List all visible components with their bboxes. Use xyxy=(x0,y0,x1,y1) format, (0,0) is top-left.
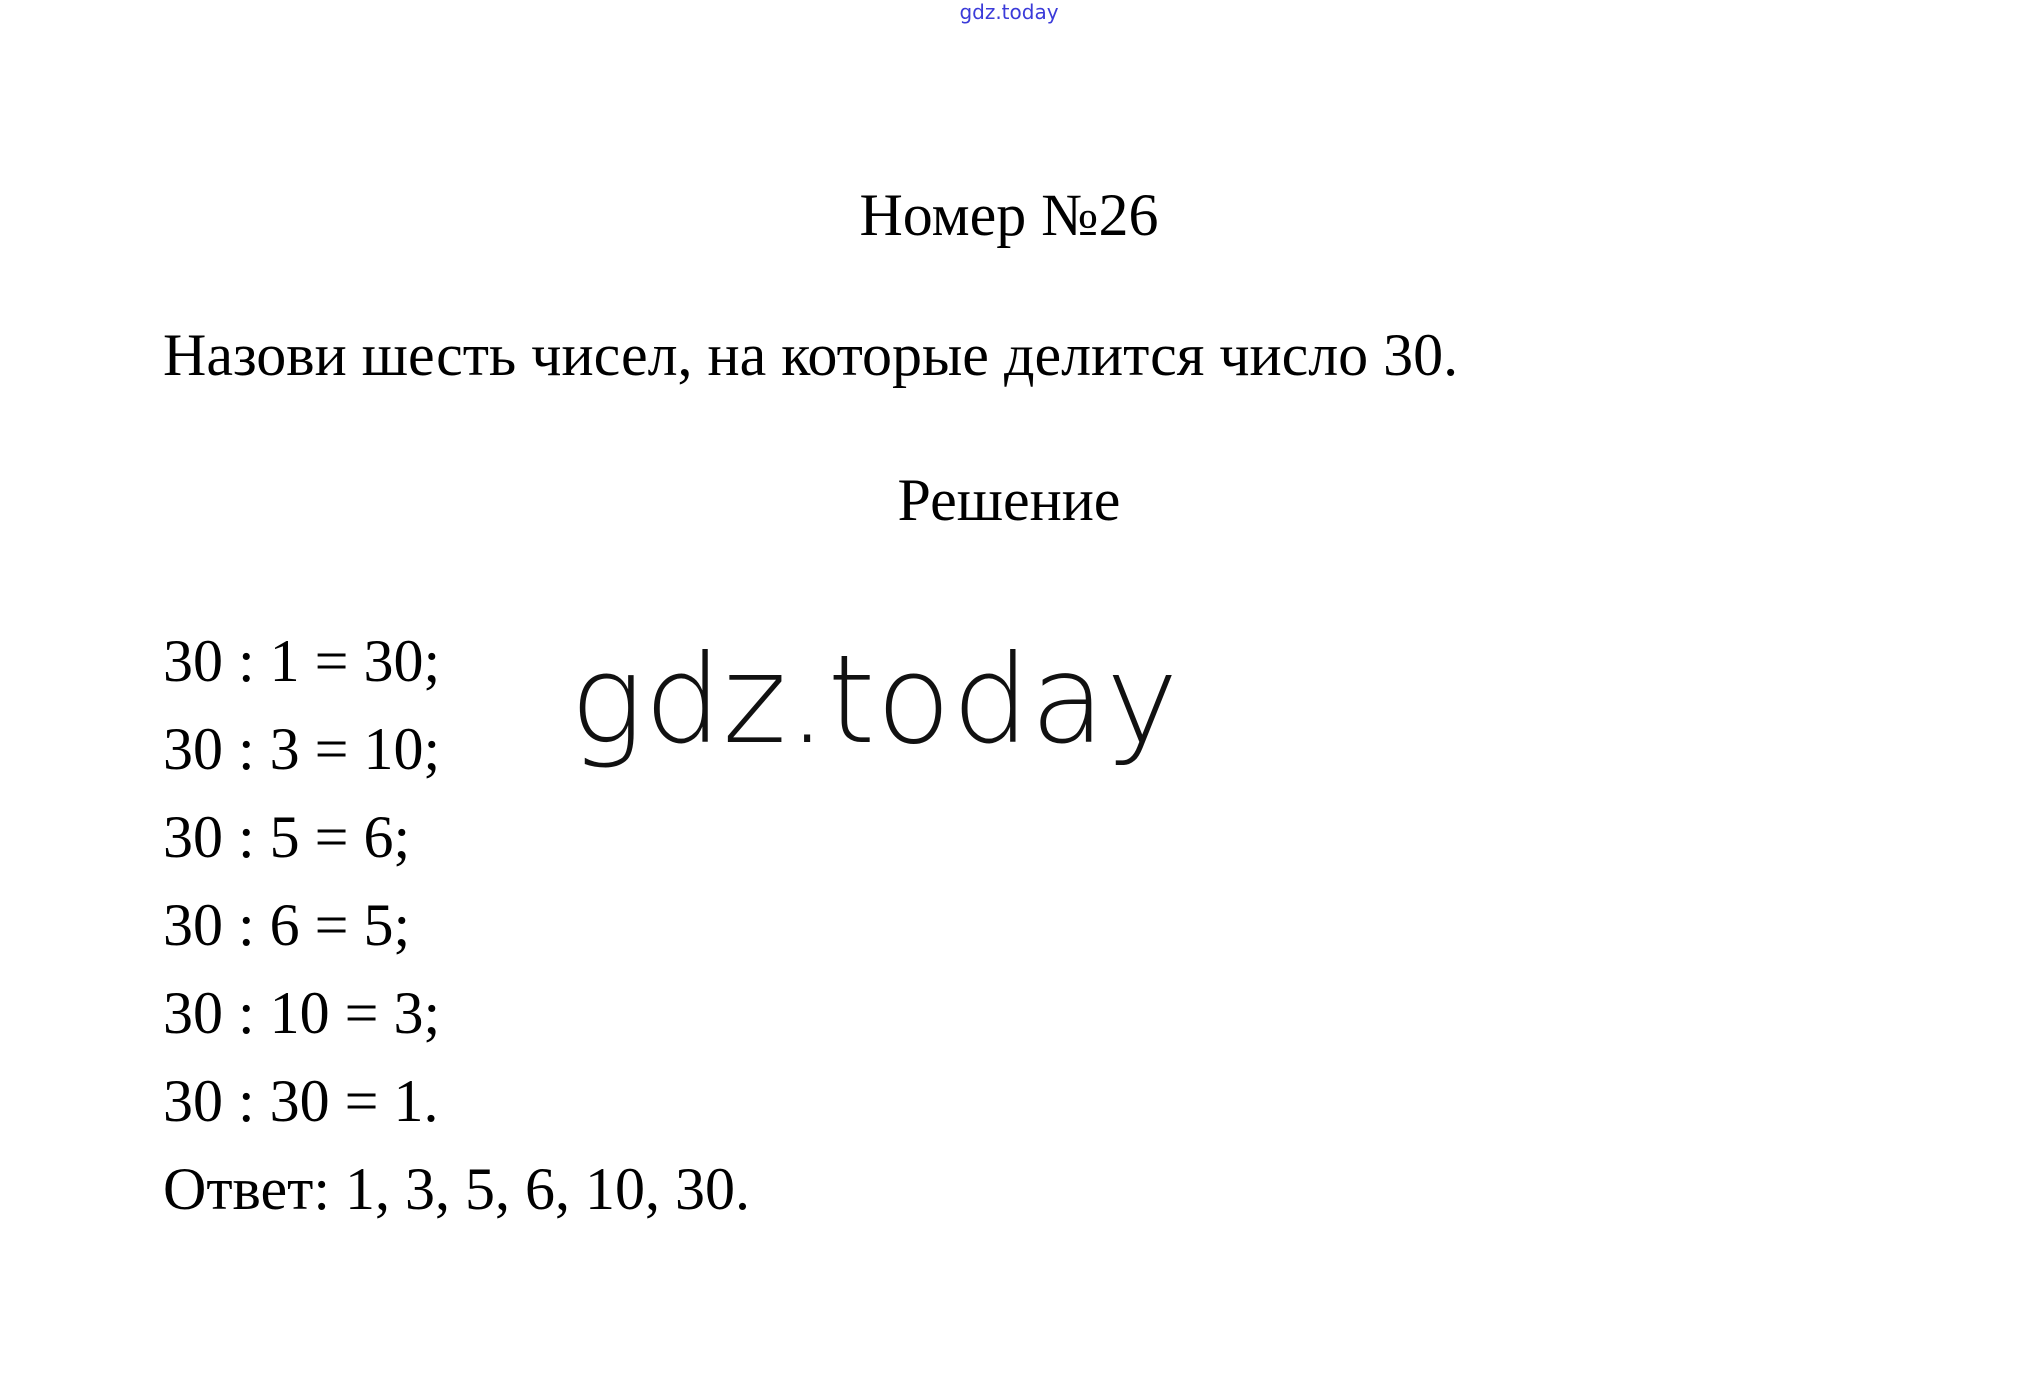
task-text: Назови шесть чисел, на которые делится число 30. xyxy=(163,322,1459,388)
answer-line: Ответ: 1, 3, 5, 6, 10, 30. xyxy=(163,1156,751,1222)
solution-line: 30 : 5 = 6; xyxy=(163,804,411,870)
solution-line: 30 : 3 = 10; xyxy=(163,716,441,782)
solution-heading: Решение xyxy=(897,467,1121,533)
page-title: Номер №26 xyxy=(859,182,1159,248)
watermark-logo: gdz.today xyxy=(570,629,1180,771)
top-watermark: gdz.today xyxy=(959,0,1059,24)
solution-line: 30 : 6 = 5; xyxy=(163,892,411,958)
solution-line: 30 : 30 = 1. xyxy=(163,1068,439,1134)
solution-line: 30 : 10 = 3; xyxy=(163,980,441,1046)
solution-line: 30 : 1 = 30; xyxy=(163,628,441,694)
